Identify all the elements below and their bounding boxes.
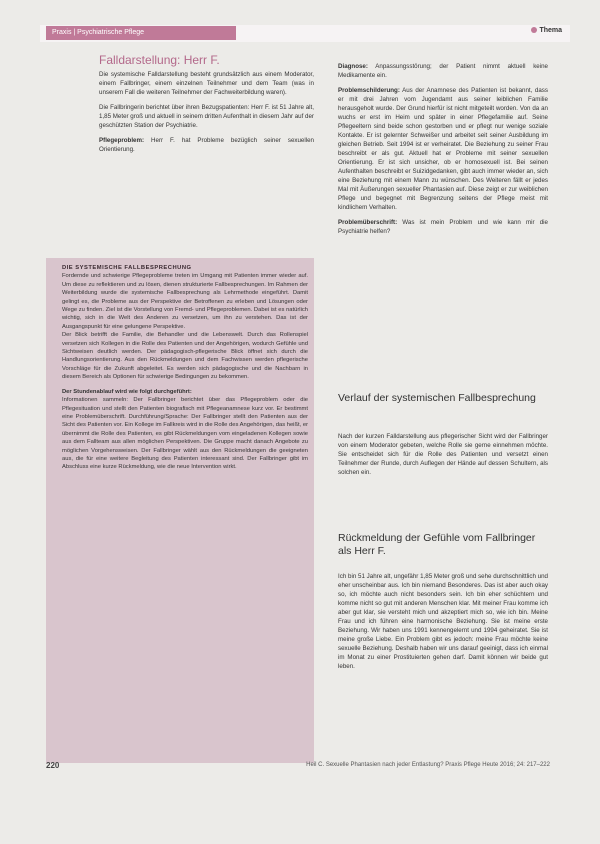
bullet-icon [531,27,537,33]
case-p3 [99,136,314,154]
page-number: 220 [46,761,60,770]
case-title: Falldarstellung: Herr F. [99,53,220,67]
rueckmeldung-paragraph: Ich bin 51 Jahre alt, ungefähr 1,85 Meter groß und sehe durchschnittlich und eher unscheinbar aus. Ich bin niemand Besonderes. Das ist aber auch okay so, ich möchte auch nicht besonders sein. Ich bin eher schüchtern und komme nicht so gut mit anderen Menschen klar. Mit meiner Frau komme ich aber gut klar, sie versteht mich und akzeptiert mich so, wie ich bin. Meine Frau und ich führen eine harmonische Beziehung. Sie ist meine erste Beziehung. Wir haben uns 1991 kennengelernt und 1994 geheiratet. Sie ist meine große Liebe. Ein Problem gibt es jedoch: meine Frau möchte keine sexuelle Beziehung. Deshalb haben wir uns darauf geeinigt, dass ich einmal im Monat zu einer Prostituierten gehen darf. Damit können wir beide gut leben. [338,573,548,670]
info-box-p2: Der Blick betrifft die Familie, die Behandler und die Lebenswelt. Durch das Rollenspiel versetzen sich Kollegen in die Rolle des Patienten und der Angehörigen, wodurch Gefühle und Sichtweisen deutlich werden. Der pädagogisch-pflegerische Blick öffnet sich durch die Handlungsorientierung. Aus den Rückmeldungen und dem Fachwissen werden pflegerische Vorschläge für die Zukunft abgeleitet. Es werden sich pädagogische und die Nachbarn in diesem Bereich als Optionen für schwierige Bedingungen zu bekommen. [62,332,308,381]
diagnosis [338,62,548,80]
problem-text: Herr F. hat Probleme bezüglich seiner sexuellen Orientierung. [99,137,314,153]
info-box-heading: DIE SYSTEMISCHE FALLBESPRECHUNG [62,265,192,271]
thema-label [531,27,562,34]
problem-heading-label: Problemüberschrift: [338,219,398,226]
case-intro [99,70,314,160]
problem-heading-text: Was ist mein Problem und wie kann mir die Psychiatrie helfen? [338,219,548,235]
case-p2: Die Fallbringerin berichtet über ihren Bezugspatienten: Herr F. ist 51 Jahre alt, 1,85 Meter groß und aktuell in seinem dritten Aufenthalt in diesem Jahr auf der geschützten Station der Psychiatrie. [99,104,314,129]
section-tag: Praxis | Psychiatrische Pflege [46,26,236,40]
problem-heading [338,218,548,236]
info-box-subheading: Der Stundenablauf wird wie folgt durchgeführt: [62,388,192,395]
info-box-p1: Fordernde und schwierige Pflegeprobleme treten im Umgang mit Patienten immer wieder auf. Um diese zu reflektieren und zu lösen, dienen strukturierte Fallbesprechungen. Im Rahmen der Weiterbildung wurde die systemische Fallbesprechung als Lehrmethode eingeführt. Damit gelingt es, die Probleme aus der Perspektive der Betroffenen zu erleben und Lösungen oder Wege zu finden. Ziel ist die Vorstellung von Fremd- und Pflegeproblemen. Dabei ist es natürlich wichtig, sich in die Welt des Anderen zu versetzen, um ihn zu verstehen. Das ist der Ausgangspunkt für eine gelungene Perspektive. [62,273,308,330]
diagnosis-text: Anpassungsstörung; der Patient nimmt aktuell keine Medikamente ein. [338,63,548,79]
right-column [338,62,548,242]
rueckmeldung-text [338,572,548,677]
problem-label: Pflegeproblem: [99,137,145,144]
section-heading-verlauf: Verlauf der systemischen Fallbesprechung [338,392,536,404]
problem-description-label: Problemschilderung: [338,87,400,94]
diagnosis-label: Diagnose: [338,63,368,70]
info-box-p3: Informationen sammeln: Der Fallbringer berichtet über das Pflegeproblem oder die Pflegesituation und stellt den Patienten biografisch mit Pflegeanamnese kurz vor. Er bestimmt eine Problemüberschrift. Durchführung/Sprache: Der Fallbringer stellt den Patienten aus der Sicht des Patienten vor. Ein Kollege im Fallkreis wird in die Rolle des Angehörigen, das heißt, er übernimmt die Rolle des Patienten, es gibt Rückmeldungen vom eingeladenen Kollegen sowie aus dem Fallteam aus allen möglichen Perspektiven. Die Gruppe macht danach Angebote zu möglichen Vorgehensweisen. Der Fallbringer wählt aus den Rückmeldungen die geeigneten aus, die für eine weitere Begleitung des Patienten interessant sind. Der Fallbringer gibt im Abschluss eine kurze Rückmeldung, wie die neue Intervention wirkt. [62,397,308,471]
verlauf-paragraph: Nach der kurzen Falldarstellung aus pflegerischer Sicht wird der Fallbringer von einem Moderator gebeten, welche Rolle sie gerne einnehmen möchte. Sie entscheidet sich für die Rolle des Patienten und versetzt einen Teilnehmer der Runde, durch Auflegen der Hände auf dessen Schultern, als solchen ein. [338,433,548,476]
problem-description-text: Aus der Anamnese des Patienten ist bekannt, dass er mit drei Jahren vom Jugendamt aus seiner leiblichen Familie herausgeholt wurde. Der Grund hierfür ist nicht mitgeteilt worden. Von da an wuchs er erst im Heim und später in einer Pflegefamilie auf. Seine Pflegeeltern sind beide schon gestorben und er pflegt nur wenige soziale Kontakte. Er ist gelernter Schweißer und arbeitet seit seiner Ausbildung im gleichen Betrieb. Seit 1994 ist er verheiratet. Die Beziehung zu seiner Frau beschreibt er als gut. Aktuell hat er Probleme mit seiner sexuellen Orientierung. Er ist sich unsicher, ob er homosexuell ist. Bei seinen Aufenthalten beschreibt er Suizidgedanken, gibt auch immer wieder an, sich eine Beziehung mit einem Mann zu wünschen. Des Weiteren fällt er jedes Mal mit Äußerungen sexueller Phantasien auf. Diese zeigt er zur weiblichen Pflege und begegnet mit Begrenzung seitens der Pflege meist mit kindlichem Verhalten. [338,87,548,211]
thema-text: Thema [539,27,562,34]
problem-description [338,86,548,212]
info-box-text [62,264,308,472]
case-p1: Die systemische Falldarstellung besteht grundsätzlich aus einem Moderator, einem Fallbringer, einem einzelnen Teilnehmer und dem Team (was in unserem Fall die weiteren Teilnehmer der Fachweiterbildung waren). [99,71,314,96]
section-heading-rueckmeldung: Rückmeldung der Gefühle vom Fallbringer als Herr F. [338,532,536,557]
citation: Heil C. Sexuelle Phantasien nach jeder Entlastung? Praxis Pflege Heute 2016; 24: 217–222 [306,762,550,768]
verlauf-text [338,432,548,483]
